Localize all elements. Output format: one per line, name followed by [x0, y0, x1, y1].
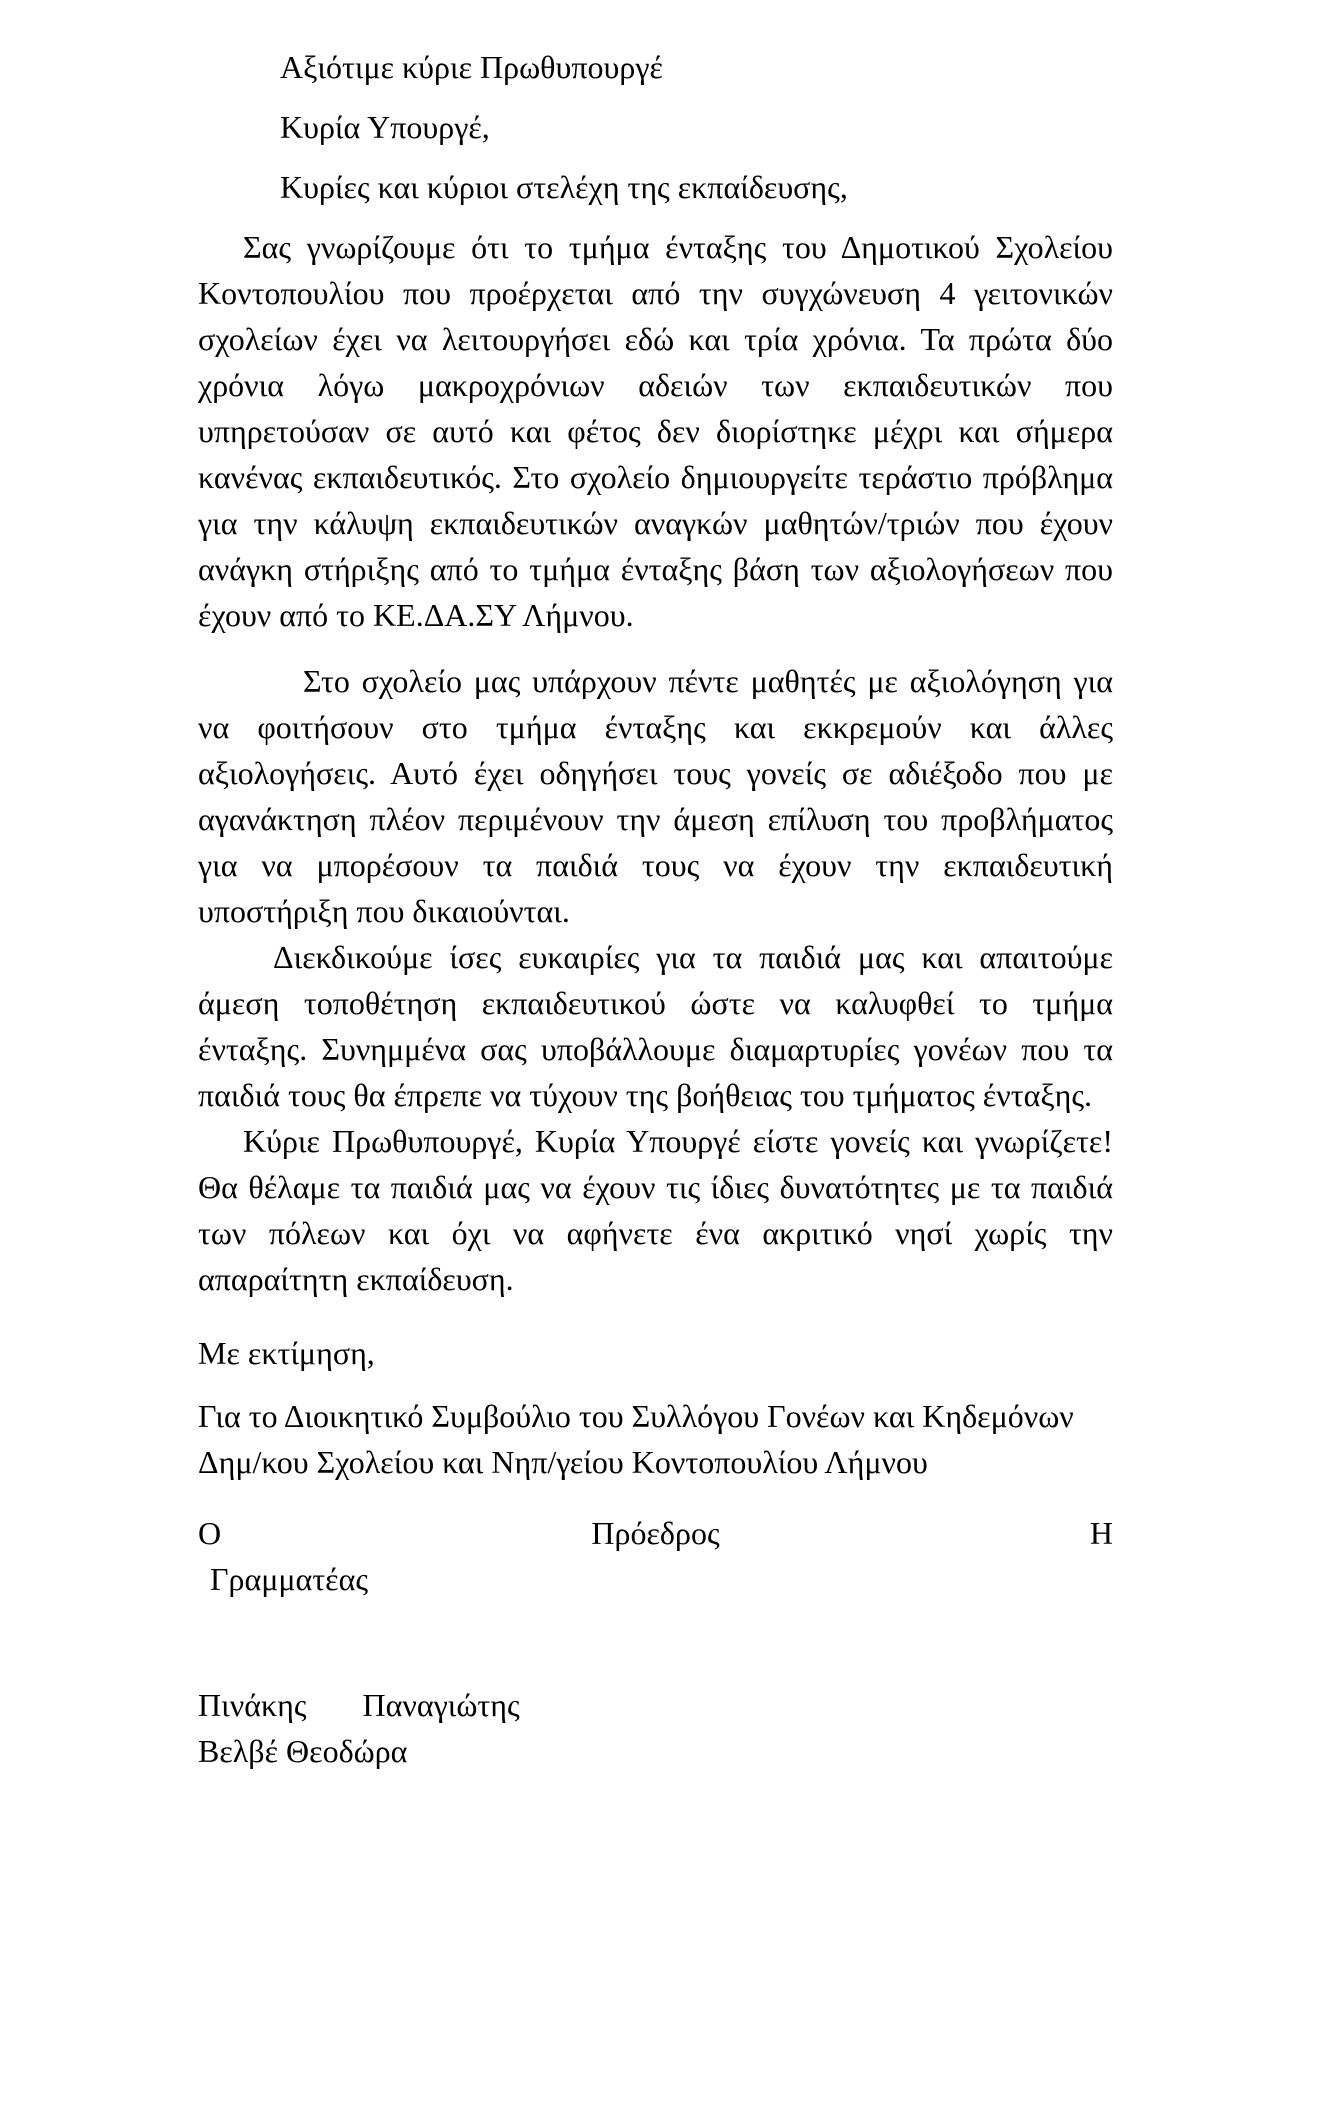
salutation-minister: Κυρία Υπουργέ, — [280, 109, 490, 145]
president-last-name: Παναγιώτης — [362, 1687, 520, 1723]
president-name-row — [198, 1682, 1113, 1728]
secretary-title: Γραμματέας — [210, 1561, 369, 1597]
body-paragraph-1: Σας γνωρίζουμε ότι το τμήμα ένταξης του Δημοτικού Σχολείου Κοντοπουλίου που προέρχεται από την συγχώνευση 4 γειτονικών σχολείων έχει να λειτουργήσει εδώ και τρία χρόνια. Τα πρώτα δύο χρόνια λόγω μακροχρόνιων αδειών των εκπαιδευτικών που υπηρετούσαν σε αυτό και φέτος δεν διορίστηκε μέχρι και σήμερα κανένας εκπαιδευτικός. Στο σχολείο δημιουργείτε τεράστιο πρόβλημα για την κάλυψη εκπαιδευτικών αναγκών μαθητών/τριών που έχουν ανάγκη στήριξης από το τμήμα ένταξης βάση των αξιολογήσεων που έχουν από το ΚΕ.ΔΑ.ΣΥ Λήμνου. — [198, 229, 1113, 633]
signature-names-block — [198, 1682, 1113, 1774]
president-first-name: Πινάκης — [198, 1687, 307, 1723]
body-paragraph-2: Στο σχολείο μας υπάρχουν πέντε μαθητές με αξιολόγηση για να φοιτήσουν στο τμήμα ένταξης και εκκρεμούν και άλλες αξιολογήσεις. Αυτό έχει οδηγήσει τους γονείς σε αδιέξοδο που με αγανάκτηση πλέον περιμένουν την άμεση επίλυση του προβλήματος για να μπορέσουν τα παιδιά τους να έχουν την εκπαιδευτική υποστήριξη που δικαιούνται. — [198, 663, 1113, 929]
body-paragraph-3: Διεκδικούμε ίσες ευκαιρίες για τα παιδιά μας και απαιτούμε άμεση τοποθέτηση εκπαιδευτικού ώστε να καλυφθεί το τμήμα ένταξης. Συνημμένα σας υποβάλλουμε διαμαρτυρίες γονέων που τα παιδιά τους θα έπρεπε να τύχουν της βοήθειας του τμήματος ένταξης. — [198, 939, 1113, 1113]
signature-school-line: Δημ/κου Σχολείου και Νηπ/γείου Κοντοπουλίου Λήμνου — [198, 1444, 928, 1480]
signature-organization-line: Για το Διοικητικό Συμβούλιο του Συλλόγου Γονέων και Κηδεμόνων — [198, 1398, 1074, 1434]
secretary-name-row: Βελβέ Θεοδώρα — [198, 1733, 408, 1769]
president-title: Πρόεδρος — [591, 1515, 720, 1551]
president-article: Ο — [198, 1515, 222, 1551]
salutation-prime-minister: Αξιότιμε κύριε Πρωθυπουργέ — [280, 49, 663, 85]
closing-salutation: Με εκτίμηση, — [198, 1335, 375, 1371]
secretary-article: Η — [1089, 1515, 1113, 1551]
salutation-education-officials: Κυρίες και κύριοι στελέχη της εκπαίδευσης, — [280, 169, 848, 205]
signature-titles-row — [198, 1510, 1113, 1556]
body-paragraph-4: Κύριε Πρωθυπουργέ, Κυρία Υπουργέ είστε γονείς και γνωρίζετε! Θα θέλαμε τα παιδιά μας να έχουν τις ίδιες δυνατότητες με τα παιδιά των πόλεων και όχι να αφήνετε ένα ακριτικό νησί χωρίς την απαραίτητη εκπαίδευση. — [198, 1123, 1113, 1297]
